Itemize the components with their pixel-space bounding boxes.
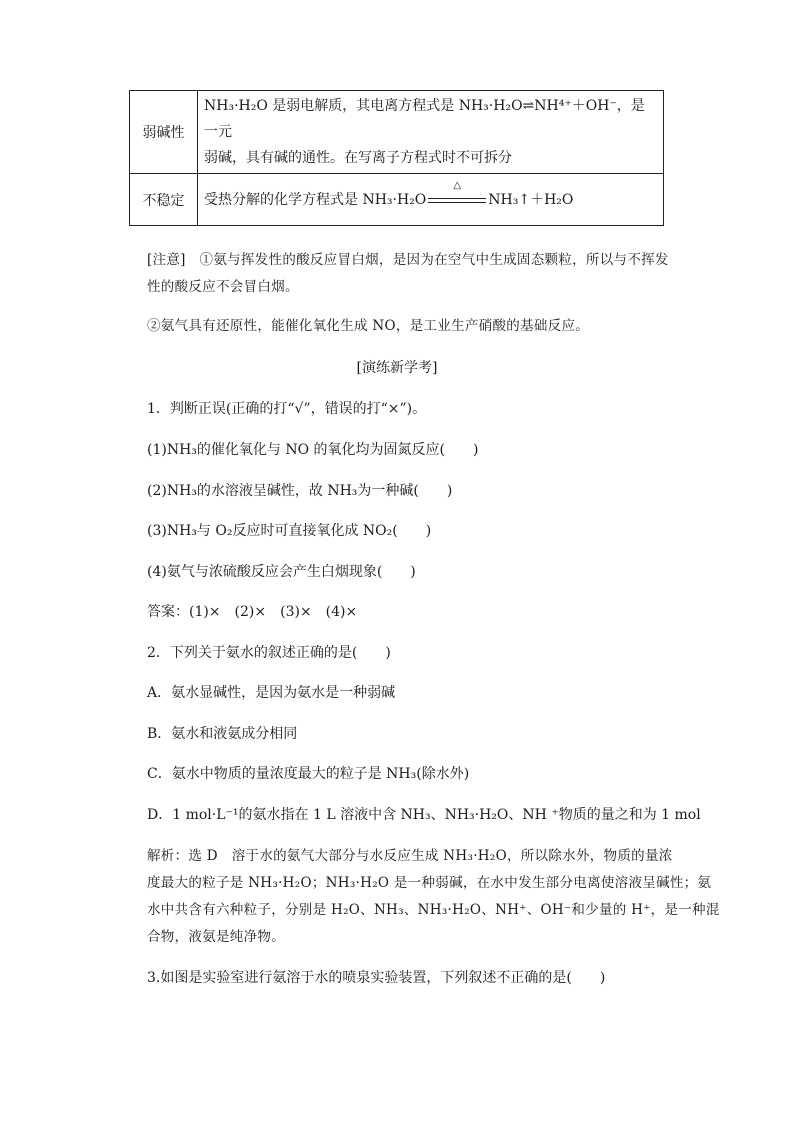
- equation-right: NH₃↑＋H₂O: [488, 191, 574, 208]
- property-name: 弱碱性: [130, 91, 198, 174]
- table-row: [130, 91, 664, 174]
- description-line: 弱碱，具有碱的通性。在写离子方程式时不可拆分: [204, 150, 512, 166]
- note-line: 性的酸反应不会冒白烟。: [147, 279, 299, 295]
- heat-reaction-arrow: [428, 179, 486, 207]
- question-item: (4)氨气与浓硫酸反应会产生白烟现象( ): [147, 564, 416, 580]
- analysis-line: 解析：选 D 溶于水的氨气大部分与水反应生成 NH₃·H₂O，所以除水外，物质的量浓: [147, 848, 673, 864]
- property-description: [198, 91, 664, 174]
- answer-line: 答案：(1)× (2)× (3)× (4)×: [147, 604, 358, 620]
- analysis-line: 合物，液氨是纯净物。: [147, 929, 285, 945]
- heating-condition: △: [453, 179, 462, 191]
- question-stem: 3.如图是实验室进行氨溶于水的喷泉实验装置，下列叙述不正确的是( ): [147, 970, 606, 986]
- property-description: [198, 174, 664, 226]
- question-item: (2)NH₃的水溶液呈碱性，故 NH₃为一种碱( ): [147, 483, 453, 499]
- analysis-line: 水中共含有六种粒子，分别是 H₂O、NH₃、NH₃·H₂O、NH⁺、OH⁻和少量的 H⁺，是一种混: [147, 902, 720, 918]
- analysis-line: 度最大的粒子是 NH₃·H₂O；NH₃·H₂O 是一种弱碱，在水中发生部分电离使溶液呈碱性；氨: [147, 875, 712, 891]
- option-c: C．氨水中物质的量浓度最大的粒子是 NH₃(除水外): [147, 766, 470, 782]
- option-d: D．1 mol·L⁻¹的氨水指在 1 L 溶液中含 NH₃、NH₃·H₂O、NH ⁺物质的量之和为 1 mol: [147, 807, 701, 823]
- question-stem: 1．判断正误(正确的打“√”，错误的打“×”)。: [147, 401, 427, 417]
- description-line: NH₃·H₂O 是弱电解质，其电离方程式是 NH₃·H₂O⇌NH⁴⁺＋OH⁻，是一元: [204, 98, 645, 140]
- option-a: A．氨水显碱性，是因为氨水是一种弱碱: [147, 685, 396, 701]
- question-stem: 2．下列关于氨水的叙述正确的是( ): [147, 645, 391, 661]
- section-title: [演练新学考]: [356, 360, 438, 376]
- note-line: [注意] ①氨与挥发性的酸反应冒白烟，是因为在空气中生成固态颗粒，所以与不挥发: [147, 252, 669, 268]
- property-name: 不稳定: [130, 174, 198, 226]
- ammonia-water-properties-table: [129, 90, 664, 226]
- table-row: [130, 174, 664, 226]
- option-b: B．氨水和液氨成分相同: [147, 726, 298, 742]
- note-line: ②氨气具有还原性，能催化氧化生成 NO，是工业生产硝酸的基础反应。: [147, 318, 590, 334]
- question-item: (1)NH₃的催化氧化与 NO 的氧化均为固氮反应( ): [147, 442, 479, 458]
- equation-left: 受热分解的化学方程式是 NH₃·H₂O: [204, 191, 427, 208]
- question-item: (3)NH₃与 O₂反应时可直接氧化成 NO₂( ): [147, 523, 432, 539]
